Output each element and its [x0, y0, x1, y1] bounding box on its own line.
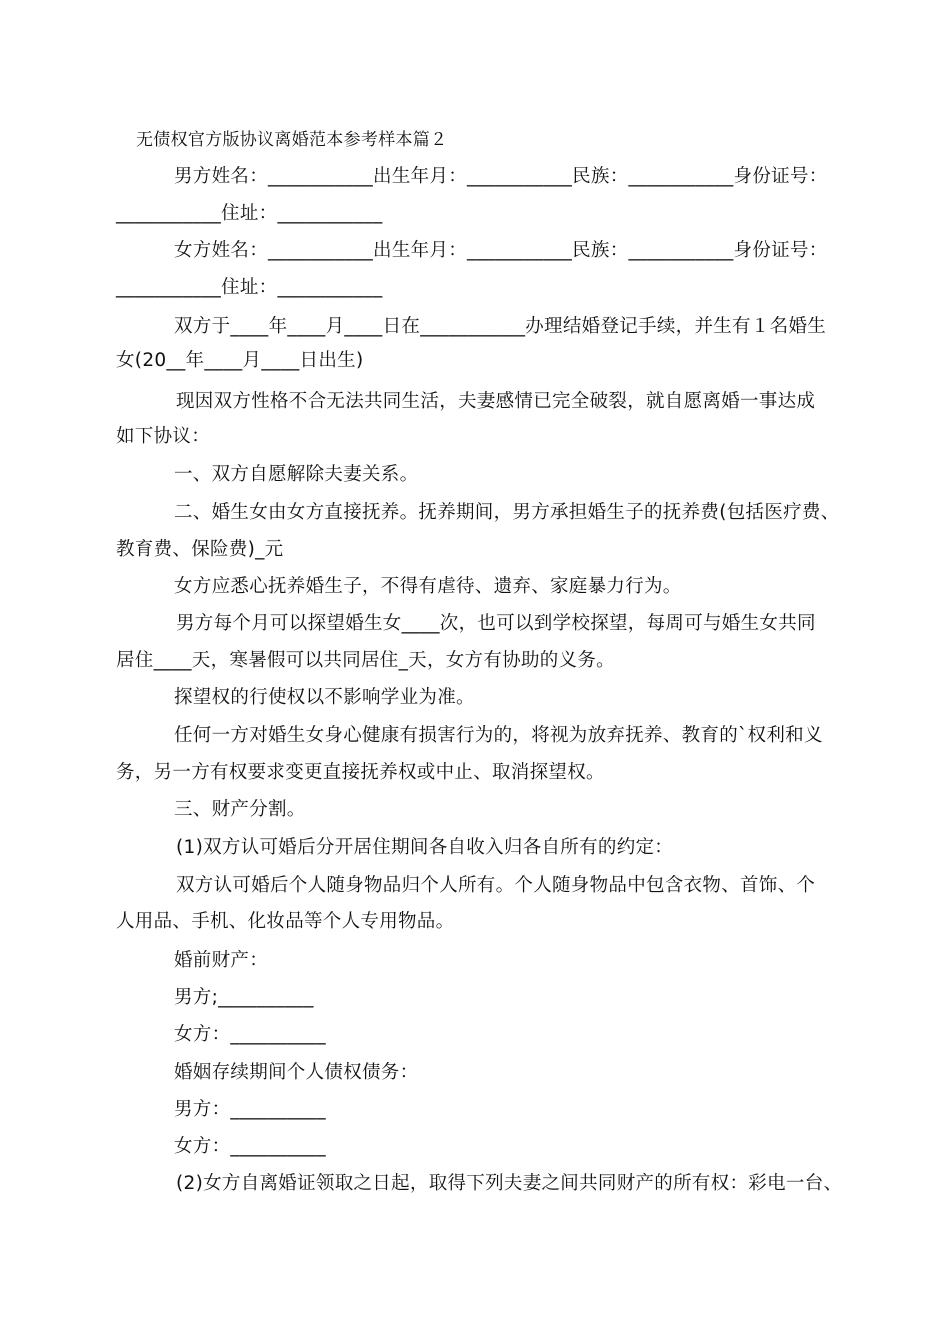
paragraph-line: 婚前财产： [174, 950, 269, 971]
paragraph-line: 居住____天，寒暑假可以共同居住_天，女方有协助的义务。 [116, 650, 615, 671]
section-heading: 一、双方自愿解除夫妻关系。 [174, 464, 419, 485]
paragraph-line: 婚姻存续期间个人债权债务： [174, 1062, 419, 1083]
paragraph-line: 女方姓名：___________出生年月：___________民族：___________身份证号： [174, 240, 828, 261]
paragraph-line: 教育费、保险费)_元 [116, 539, 284, 560]
paragraph-line: 女(20__年____月____日出生) [116, 350, 364, 371]
paragraph-line: 务，另一方有权要求变更直接抚养权或中止、取消探望权。 [116, 762, 605, 783]
paragraph-line: 双方认可婚后个人随身物品归个人所有。个人随身物品中包含衣物、首饰、个 [176, 875, 816, 896]
paragraph-line: 男方：__________ [174, 1099, 326, 1120]
paragraph-line: 如下协议： [116, 426, 211, 447]
section-heading: 二、婚生女由女方直接抚养。抚养期间，男方承担婚生子的抚养费(包括医疗费、 [174, 502, 840, 523]
paragraph-line: (2)女方自离婚证领取之日起，取得下列夫妻之间共同财产的所有权：彩电一台、 [176, 1173, 843, 1194]
paragraph-line: 女方：__________ [174, 1024, 326, 1045]
paragraph-line: 现因双方性格不合无法共同生活，夫妻感情已完全破裂，就自愿离婚一事达成 [176, 391, 816, 412]
paragraph-line: 双方于____年____月____日在___________办理结婚登记手续，并生有１名婚生 [174, 316, 827, 337]
paragraph-line: 任何一方对婚生女身心健康有损害行为的，将视为放弃抚养、教育的`权利和义 [174, 725, 823, 746]
paragraph-line: (1)双方认可婚后分开居住期间各自收入归各自所有的约定： [176, 837, 674, 858]
paragraph-line: 女方：__________ [174, 1136, 326, 1157]
paragraph-line: 人用品、手机、化妆品等个人专用物品。 [116, 911, 455, 932]
paragraph-line: ___________住址：___________ [116, 277, 383, 298]
paragraph-line: 男方姓名：___________出生年月：___________民族：___________身份证号： [174, 166, 828, 187]
paragraph-line: 探望权的行使权以不影响学业为准。 [174, 687, 475, 708]
paragraph-line: ___________住址：___________ [116, 203, 383, 224]
paragraph-line: 男方;__________ [174, 987, 314, 1008]
document-title: 无债权官方版协议离婚范本参考样本篇２ [136, 130, 448, 150]
paragraph-line: 女方应悉心抚养婚生子，不得有虐待、遗弃、家庭暴力行为。 [174, 576, 682, 597]
paragraph-line: 男方每个月可以探望婚生女____次，也可以到学校探望，每周可与婚生女共同 [176, 613, 816, 634]
section-heading: 三、财产分割。 [174, 799, 306, 820]
